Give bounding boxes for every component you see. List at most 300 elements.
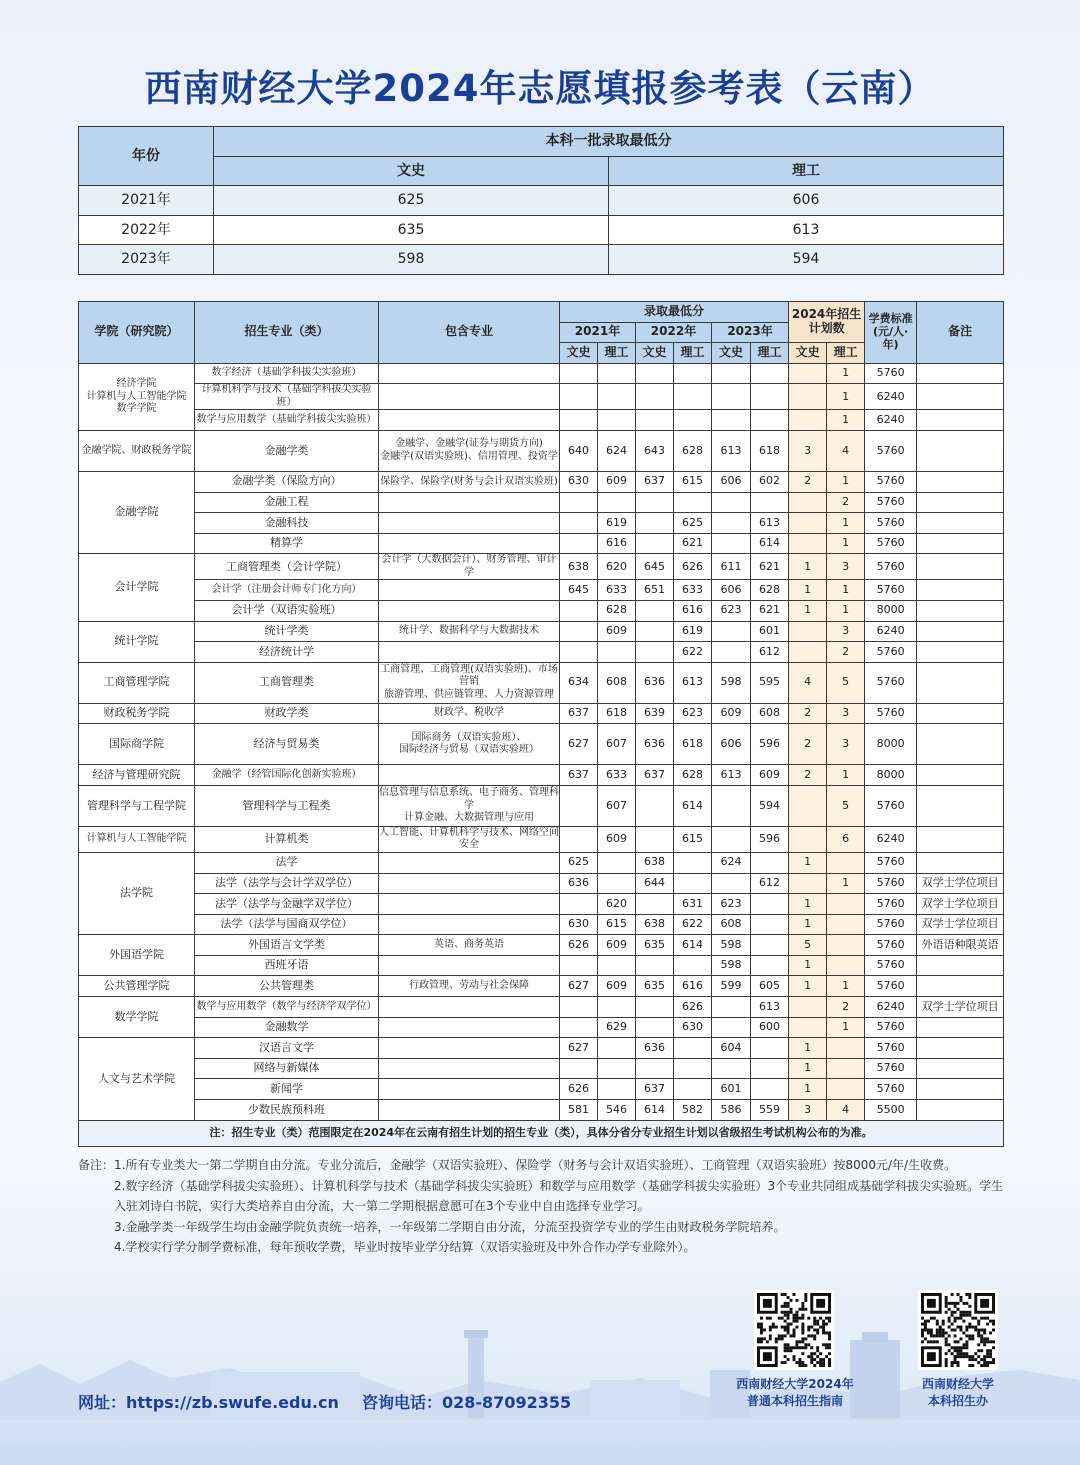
score-2022-wenshi [636,621,674,642]
score-2022-ligong [674,1058,712,1079]
major-cell: 西班牙语 [195,955,379,976]
plan-wenshi-cell [789,642,827,663]
plan-wenshi-cell [789,492,827,513]
included-majors-cell: 工商管理、工商管理(双语实验班)、市场营销 旅游管理、供应链管理、人力资源管理 [379,662,560,703]
plan-wenshi-cell [789,997,827,1018]
plan-ligong-cell: 3 [827,621,865,642]
score-2021-ligong [598,363,636,384]
college-cell: 国际商学院 [79,724,195,765]
year-2023-header: 2023年 [712,322,789,343]
college-cell: 财政税务学院 [79,703,195,724]
included-majors-cell [379,955,560,976]
plan-ligong-cell [827,955,865,976]
plan-ligong-cell [827,935,865,956]
note-cell [917,785,1004,826]
score-2021-ligong [598,873,636,894]
score-2022-ligong [674,852,712,873]
table-row [79,1017,1004,1038]
note-cell [917,1079,1004,1100]
score-2023-wenshi: 606 [712,580,751,601]
score-2021-ligong: 619 [598,513,636,534]
qr-office-caption-line1: 西南财经大学 [921,1377,994,1391]
included-majors-cell [379,1079,560,1100]
score-2021-wenshi: 627 [560,724,598,765]
score-2021-wenshi [560,621,598,642]
included-majors-cell: 国际商务（双语实验班）、 国际经济与贸易（双语实验班） [379,724,560,765]
score-2021-wenshi [560,642,598,663]
plan-wenshi-cell: 1 [789,554,827,580]
score-2023-wenshi: 609 [712,703,751,724]
table-row [79,580,1004,601]
score-2023-ligong: 600 [751,1017,789,1038]
plan-wenshi-cell [789,533,827,554]
score-2022-ligong: 613 [674,662,712,703]
score-2023-wenshi [712,642,751,663]
note-cell [917,724,1004,765]
table-row [79,894,1004,915]
qr-pattern [757,1293,831,1367]
year-header: 年份 [79,127,214,186]
score-2023-ligong: 614 [751,533,789,554]
included-majors-cell [379,600,560,621]
score-2023-wenshi: 598 [712,662,751,703]
table-row [79,935,1004,956]
note-cell [917,430,1004,471]
college-cell: 数学学院 [79,997,195,1038]
plan-wenshi-cell: 3 [789,1100,827,1121]
score-2022-ligong: 614 [674,785,712,826]
score-2022-wenshi [636,600,674,621]
qr-code-guide[interactable] [754,1290,834,1370]
score-2021-ligong: 609 [598,935,636,956]
score-2023-ligong: 613 [751,997,789,1018]
year-cell: 2023年 [79,245,214,275]
score-2023-ligong [751,1079,789,1100]
fee-cell: 5760 [865,554,917,580]
score-2022-wenshi [636,894,674,915]
score-2022-wenshi: 638 [636,852,674,873]
score-2022-wenshi: 637 [636,1079,674,1100]
major-cell: 数字经济（基础学科拔尖实验班） [195,363,379,384]
score-2021-wenshi: 637 [560,703,598,724]
score-2023-ligong: 608 [751,703,789,724]
score-2022-ligong: 623 [674,703,712,724]
ligong-header: 理工 [751,343,789,364]
admission-reference-table [78,301,1004,1147]
score-2022-wenshi [636,1017,674,1038]
included-majors-cell [379,533,560,554]
score-2022-wenshi: 637 [636,765,674,786]
score-2023-ligong: 621 [751,600,789,621]
note-cell [917,492,1004,513]
table-row [79,363,1004,384]
score-2022-ligong: 582 [674,1100,712,1121]
website-link[interactable]: 网址：https://zb.swufe.edu.cn [78,1393,339,1412]
table-row [79,724,1004,765]
score-2023-wenshi: 606 [712,724,751,765]
score-2021-wenshi [560,363,598,384]
score-2022-ligong: 619 [674,621,712,642]
score-2022-ligong [674,410,712,431]
plan-wenshi-cell: 1 [789,1079,827,1100]
score-2023-wenshi: 586 [712,1100,751,1121]
included-majors-cell [379,410,560,431]
plan-wenshi-cell [789,384,827,410]
included-majors-cell [379,873,560,894]
included-majors-cell: 财政学、税收学 [379,703,560,724]
table-row [79,1079,1004,1100]
table-row [79,914,1004,935]
score-2021-ligong [598,1079,636,1100]
included-majors-cell: 会计学（大数据会计）、财务管理、审计学 [379,554,560,580]
score-2021-ligong: 628 [598,600,636,621]
plan-ligong-cell: 1 [827,600,865,621]
plan-ligong-cell: 1 [827,1017,865,1038]
fee-cell: 5760 [865,492,917,513]
qr-pattern [921,1293,995,1367]
table-row [79,785,1004,826]
year-2022-header: 2022年 [636,322,712,343]
score-2022-wenshi [636,533,674,554]
plan-wenshi-cell: 5 [789,935,827,956]
score-2022-wenshi: 636 [636,662,674,703]
score-2022-ligong [674,384,712,410]
plan-wenshi-cell [789,1017,827,1038]
score-2021-wenshi [560,955,598,976]
table-row [79,554,1004,580]
score-2022-ligong: 626 [674,997,712,1018]
fee-cell: 8000 [865,600,917,621]
included-majors-cell [379,642,560,663]
included-majors-cell: 信息管理与信息系统、电子商务、管理科学 计算金融、大数据管理与应用 [379,785,560,826]
included-majors-cell: 行政管理、劳动与社会保障 [379,976,560,997]
major-cell: 外国语言文学类 [195,935,379,956]
score-2021-ligong [598,852,636,873]
fee-cell: 5760 [865,430,917,471]
score-2021-ligong [598,955,636,976]
plan-ligong-cell [827,1079,865,1100]
included-majors-cell [379,894,560,915]
note-cell [917,471,1004,492]
major-cell: 会计学（双语实验班） [195,600,379,621]
college-cell: 法学院 [79,852,195,934]
score-2021-ligong: 609 [598,471,636,492]
score-2021-wenshi [560,492,598,513]
note-cell [917,826,1004,852]
major-cell: 统计学类 [195,621,379,642]
fee-cell: 5760 [865,785,917,826]
major-cell: 汉语言文学 [195,1038,379,1059]
plan-wenshi-cell: 1 [789,1058,827,1079]
fee-cell: 6240 [865,410,917,431]
note-cell [917,513,1004,534]
plan-wenshi-cell: 1 [789,852,827,873]
score-2021-ligong: 629 [598,1017,636,1038]
fee-cell: 6240 [865,997,917,1018]
plan-wenshi-cell: 2 [789,765,827,786]
plan-wenshi-header: 文史 [789,343,827,364]
plan-ligong-cell: 2 [827,492,865,513]
major-cell: 金融数学 [195,1017,379,1038]
college-cell: 统计学院 [79,621,195,662]
score-2023-ligong: 613 [751,513,789,534]
score-2021-ligong: 546 [598,1100,636,1121]
plan-wenshi-cell: 2 [789,703,827,724]
table-row [79,852,1004,873]
score-2023-ligong: 596 [751,724,789,765]
score-2022-wenshi [636,826,674,852]
score-2021-ligong: 607 [598,785,636,826]
score-2022-wenshi [636,410,674,431]
fee-cell: 5760 [865,471,917,492]
college-cell: 工商管理学院 [79,662,195,703]
ligong-header: 理工 [598,343,636,364]
note-cell: 双学士学位项目 [917,873,1004,894]
score-2021-wenshi [560,826,598,852]
plan-ligong-cell: 4 [827,430,865,471]
wenshi-score: 598 [214,245,609,275]
note-cell [917,1058,1004,1079]
remark-item: 2.数字经济（基础学科拔尖实验班）、计算机科学与技术（基础学科拔尖实验班）和数学与应用数学（基础学科拔尖实验班）3个专业共同组成基础学科拔尖实验班。学生入驻刘诗白书院，实行大类培养自由分流，大一第二学期根据意愿可在3个专业中自由选择专业学习。 [114,1178,1004,1213]
score-2023-ligong: 595 [751,662,789,703]
score-2021-wenshi [560,1017,598,1038]
score-2022-ligong [674,1079,712,1100]
included-majors-cell: 保险学、保险学(财务与会计双语实验班) [379,471,560,492]
score-2021-ligong: 633 [598,765,636,786]
score-2022-wenshi [636,785,674,826]
score-2021-ligong [598,492,636,513]
qr-guide-caption-line2: 普通本科招生指南 [746,1394,843,1408]
score-2022-ligong: 614 [674,935,712,956]
score-2021-wenshi [560,997,598,1018]
score-2023-ligong: 601 [751,621,789,642]
plan-wenshi-cell: 1 [789,955,827,976]
major-cell: 会计学（注册会计师专门化方向） [195,580,379,601]
note-cell [917,533,1004,554]
plan-wenshi-cell: 2 [789,471,827,492]
plan-wenshi-cell: 1 [789,1038,827,1059]
score-2022-ligong: 628 [674,765,712,786]
included-majors-cell: 人工智能、计算机科学与技术、网络空间安全 [379,826,559,851]
score-2023-ligong [751,363,789,384]
score-2021-wenshi: 637 [560,765,598,786]
score-2023-ligong [751,384,789,410]
score-2022-ligong: 615 [674,826,712,852]
score-2023-ligong [751,410,789,431]
score-2022-ligong: 626 [674,554,712,580]
wenshi-header: 文史 [214,156,609,186]
score-2021-wenshi: 627 [560,976,598,997]
score-2023-wenshi [712,785,751,826]
score-2023-ligong [751,492,789,513]
plan-wenshi-cell [789,513,827,534]
score-2021-wenshi: 630 [560,914,598,935]
score-2022-wenshi [636,997,674,1018]
score-2022-ligong [674,873,712,894]
score-2021-wenshi: 636 [560,873,598,894]
score-2023-ligong: 594 [751,785,789,826]
score-2021-wenshi [560,384,598,410]
score-2022-wenshi [636,642,674,663]
major-cell: 网络与新媒体 [195,1058,379,1079]
score-2021-ligong: 616 [598,533,636,554]
score-2023-ligong: 612 [751,873,789,894]
score-2021-ligong [598,642,636,663]
included-majors-cell: 统计学、数据科学与大数据技术 [379,621,560,642]
score-2022-wenshi: 643 [636,430,674,471]
score-2021-wenshi: 626 [560,1079,598,1100]
fee-cell: 5760 [865,935,917,956]
plan-wenshi-cell [789,621,827,642]
ligong-score: 606 [609,186,1004,216]
college-header: 学院（研究院） [79,302,195,364]
note-cell [917,1038,1004,1059]
major-cell: 金融学类 [195,430,379,471]
table-row [79,976,1004,997]
college-cell: 金融学院 [79,471,195,553]
plan-ligong-cell: 3 [827,554,865,580]
score-2021-ligong: 633 [598,580,636,601]
score-2021-wenshi [560,533,598,554]
remarks-section [78,1155,1008,1258]
score-2021-ligong: 618 [598,703,636,724]
included-majors-cell: 英语、商务英语 [379,935,560,956]
qr-office-caption [900,1376,1016,1410]
score-2022-wenshi: 636 [636,1038,674,1059]
plan-ligong-cell [827,914,865,935]
score-2022-ligong [674,1038,712,1059]
major-header: 招生专业（类） [195,302,379,364]
plan-wenshi-cell: 1 [789,600,827,621]
score-2022-wenshi: 651 [636,580,674,601]
plan-ligong-cell [827,1038,865,1059]
score-2023-wenshi [712,997,751,1018]
note-cell [917,955,1004,976]
qr-code-office[interactable] [918,1290,998,1370]
plan-wenshi-cell: 1 [789,894,827,915]
score-2021-ligong: 609 [598,976,636,997]
college-cell: 管理科学与工程学院 [79,785,195,826]
major-cell: 工商管理类 [195,662,379,703]
included-majors-cell [379,580,560,601]
plan-ligong-cell [827,852,865,873]
major-cell: 经济与贸易类 [195,724,379,765]
score-2021-wenshi [560,600,598,621]
ligong-score: 613 [609,215,1004,245]
plan-ligong-cell: 6 [827,826,865,852]
score-2023-wenshi [712,873,751,894]
score-2023-ligong: 628 [751,580,789,601]
plan-ligong-cell: 1 [827,533,865,554]
fee-cell: 5760 [865,580,917,601]
score-2021-ligong [598,1058,636,1079]
score-2021-wenshi [560,410,598,431]
table-row [79,471,1004,492]
score-2023-ligong: 559 [751,1100,789,1121]
score-2023-ligong: 596 [751,826,789,852]
fee-cell: 6240 [865,621,917,642]
plan-ligong-cell: 1 [827,363,865,384]
table-row [79,533,1004,554]
score-2023-ligong: 609 [751,765,789,786]
score-2022-wenshi [636,492,674,513]
wenshi-header: 文史 [636,343,674,364]
major-cell: 公共管理类 [195,976,379,997]
table-row [79,1100,1004,1121]
plan-ligong-cell: 1 [827,580,865,601]
plan-header: 2024年招生计划数 [789,302,865,343]
note-cell [917,580,1004,601]
score-2023-wenshi: 604 [712,1038,751,1059]
major-cell: 数学与应用数学（基础学科拔尖实验班） [195,410,379,431]
plan-ligong-cell: 5 [827,662,865,703]
included-majors-cell [379,384,560,410]
score-2021-wenshi [560,894,598,915]
major-cell: 数学与应用数学（数学与经济学双学位） [195,997,379,1018]
score-2023-wenshi: 599 [712,976,751,997]
plan-wenshi-cell: 3 [789,430,827,471]
note-cell: 外语语种限英语 [917,935,1004,956]
score-2022-ligong [674,492,712,513]
included-majors-cell [379,1017,560,1038]
fee-cell: 5760 [865,533,917,554]
note-cell [917,976,1004,997]
included-majors-cell [379,765,560,786]
table-row [79,642,1004,663]
score-2022-wenshi [636,1058,674,1079]
major-cell: 工商管理类（会计学院） [195,554,379,580]
fee-cell: 5760 [865,852,917,873]
score-2021-ligong: 609 [598,826,636,852]
table-row [79,1038,1004,1059]
note-cell [917,765,1004,786]
note-cell [917,363,1004,384]
score-2023-ligong: 621 [751,554,789,580]
score-2023-wenshi [712,410,751,431]
major-cell: 财政学类 [195,703,379,724]
table-row [79,513,1004,534]
college-cell: 经济学院 计算机与人工智能学院 数学学院 [79,363,195,430]
score-2021-ligong: 607 [598,724,636,765]
qr-guide-caption-line1: 西南财经大学2024年 [736,1377,854,1391]
plan-ligong-cell: 1 [827,873,865,894]
score-2023-ligong: 605 [751,976,789,997]
plan-ligong-cell: 4 [827,1100,865,1121]
included-majors-cell [379,363,560,384]
year-2021-header: 2021年 [560,322,636,343]
table-row [79,662,1004,703]
note-cell [917,1017,1004,1038]
major-cell: 法学 [195,852,379,873]
score-2021-wenshi: 634 [560,662,598,703]
phone-number: 咨询电话：028-87092355 [362,1393,572,1412]
plan-ligong-cell: 3 [827,703,865,724]
major-cell: 法学（法学与金融学双学位） [195,894,379,915]
table-footnote-row [79,1120,1004,1146]
score-2022-ligong: 622 [674,914,712,935]
score-2021-ligong [598,410,636,431]
remark-item: 3.金融学类一年级学生均由金融学院负责统一培养，一年级第二学期自由分流，分流至投资学专业的学生由财政税务学院培养。 [114,1219,786,1234]
note-header: 备注 [917,302,1004,364]
plan-wenshi-cell [789,785,827,826]
plan-ligong-cell [827,1058,865,1079]
score-2021-wenshi: 640 [560,430,598,471]
page-title: 西南财经大学2024年志愿填报参考表（云南） [144,67,936,110]
score-2022-ligong: 618 [674,724,712,765]
score-2022-ligong: 631 [674,894,712,915]
score-2023-wenshi: 601 [712,1079,751,1100]
score-2021-wenshi: 638 [560,554,598,580]
